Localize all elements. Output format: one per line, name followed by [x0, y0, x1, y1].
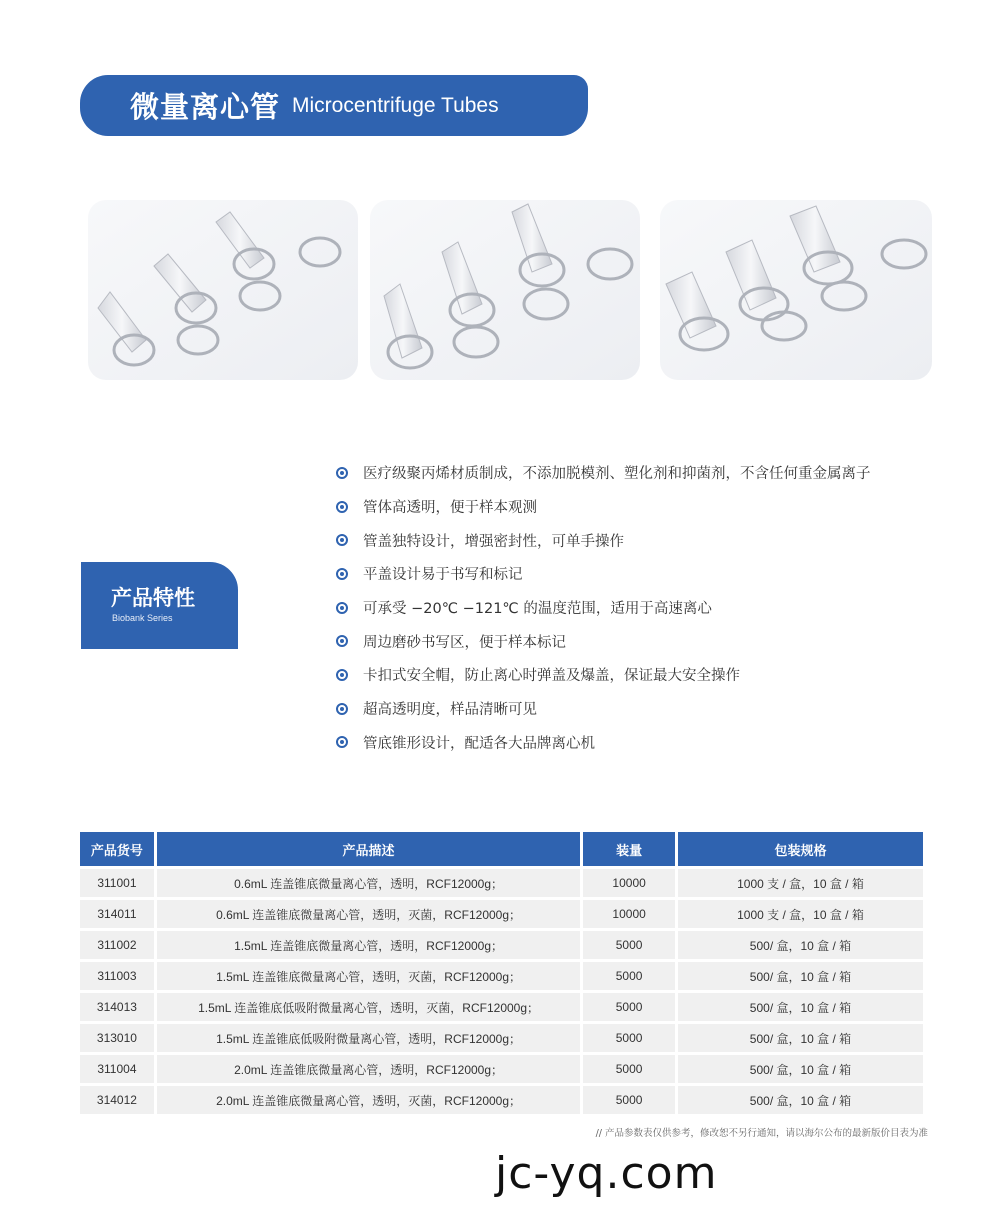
- table-row: [80, 993, 923, 1024]
- cell-description: 0.6mL 连盖锥底微量离心管，透明，RCF12000g；: [157, 869, 580, 900]
- cell-description: 1.5mL 连盖锥底低吸附微量离心管，透明，灭菌，RCF12000g；: [157, 993, 580, 1024]
- cell-sku: 314013: [80, 993, 154, 1024]
- feature-item: 超高透明度，样品清晰可见: [336, 692, 871, 726]
- bullet-icon: [336, 568, 348, 580]
- cell-packaging: 500/ 盒，10 盒 / 箱: [678, 1024, 923, 1055]
- cell-description: 1.5mL 连盖锥底微量离心管，透明，灭菌，RCF12000g；: [157, 962, 580, 993]
- feature-item: 管体高透明，便于样本观测: [336, 490, 871, 524]
- features-title: 产品特性: [111, 586, 195, 610]
- bullet-icon: [336, 635, 348, 647]
- title-banner: [80, 75, 588, 136]
- cell-quantity: 5000: [583, 1024, 675, 1055]
- cell-sku: 311002: [80, 931, 154, 962]
- watermark: jc-yq.com: [495, 1148, 718, 1199]
- cell-sku: 311003: [80, 962, 154, 993]
- footnote: // 产品参数表仅供参考，修改恕不另行通知，请以海尔公布的最新版价目表为准: [595, 1128, 928, 1139]
- table-header-row: [80, 832, 923, 869]
- cell-sku: 314012: [80, 1086, 154, 1117]
- cell-quantity: 5000: [583, 962, 675, 993]
- feature-item: 管底锥形设计，配适各大品牌离心机: [336, 726, 871, 760]
- cell-quantity: 10000: [583, 869, 675, 900]
- cell-description: 0.6mL 连盖锥底微量离心管，透明，灭菌，RCF12000g；: [157, 900, 580, 931]
- table-row: [80, 1086, 923, 1117]
- bullet-icon: [336, 501, 348, 513]
- cell-packaging: 500/ 盒，10 盒 / 箱: [678, 962, 923, 993]
- bullet-icon: [336, 467, 348, 479]
- bullet-icon: [336, 703, 348, 715]
- cell-packaging: 500/ 盒，10 盒 / 箱: [678, 931, 923, 962]
- cell-sku: 313010: [80, 1024, 154, 1055]
- feature-item: 平盖设计易于书写和标记: [336, 557, 871, 591]
- features-tab: [81, 562, 238, 649]
- table-row: [80, 900, 923, 931]
- product-image-small-tubes: [88, 200, 358, 380]
- cell-description: 2.0mL 连盖锥底微量离心管，透明，RCF12000g；: [157, 1055, 580, 1086]
- feature-item: 管盖独特设计，增强密封性，可单手操作: [336, 523, 871, 557]
- cell-quantity: 10000: [583, 900, 675, 931]
- bullet-icon: [336, 602, 348, 614]
- cell-description: 1.5mL 连盖锥底微量离心管，透明，RCF12000g；: [157, 931, 580, 962]
- product-image-large-tubes: [660, 200, 932, 380]
- spec-table: [77, 832, 926, 1117]
- cell-packaging: 500/ 盒，10 盒 / 箱: [678, 1055, 923, 1086]
- features-subtitle: Biobank Series: [112, 613, 173, 623]
- product-image-medium-tubes: [370, 200, 640, 380]
- cell-sku: 311004: [80, 1055, 154, 1086]
- bullet-icon: [336, 534, 348, 546]
- table-row: [80, 1024, 923, 1055]
- col-header-packaging: 包装规格: [678, 832, 923, 869]
- cell-packaging: 1000 支 / 盒，10 盒 / 箱: [678, 869, 923, 900]
- cell-packaging: 500/ 盒，10 盒 / 箱: [678, 1086, 923, 1117]
- table-row: [80, 962, 923, 993]
- cell-quantity: 5000: [583, 993, 675, 1024]
- col-header-description: 产品描述: [157, 832, 580, 869]
- col-header-sku: 产品货号: [80, 832, 154, 869]
- feature-item: 医疗级聚丙烯材质制成，不添加脱模剂、塑化剂和抑菌剂，不含任何重金属离子: [336, 456, 871, 490]
- cell-packaging: 500/ 盒，10 盒 / 箱: [678, 993, 923, 1024]
- feature-item: 卡扣式安全帽，防止离心时弹盖及爆盖，保证最大安全操作: [336, 658, 871, 692]
- feature-item: 周边磨砂书写区，便于样本标记: [336, 624, 871, 658]
- col-header-quantity: 装量: [583, 832, 675, 869]
- cell-sku: 311001: [80, 869, 154, 900]
- cell-quantity: 5000: [583, 931, 675, 962]
- cell-description: 2.0mL 连盖锥底微量离心管，透明，灭菌，RCF12000g；: [157, 1086, 580, 1117]
- features-list: [336, 456, 871, 759]
- table-row: [80, 931, 923, 962]
- cell-quantity: 5000: [583, 1086, 675, 1117]
- bullet-icon: [336, 669, 348, 681]
- bullet-icon: [336, 736, 348, 748]
- feature-item: 可承受 −20℃ −121℃ 的温度范围，适用于高速离心: [336, 591, 871, 625]
- table-row: [80, 1055, 923, 1086]
- page-title: 微量离心管: [130, 90, 281, 124]
- cell-packaging: 1000 支 / 盒，10 盒 / 箱: [678, 900, 923, 931]
- table-row: [80, 869, 923, 900]
- page-title-en: Microcentrifuge Tubes: [292, 93, 499, 117]
- cell-sku: 314011: [80, 900, 154, 931]
- cell-description: 1.5mL 连盖锥底低吸附微量离心管，透明，RCF12000g；: [157, 1024, 580, 1055]
- cell-quantity: 5000: [583, 1055, 675, 1086]
